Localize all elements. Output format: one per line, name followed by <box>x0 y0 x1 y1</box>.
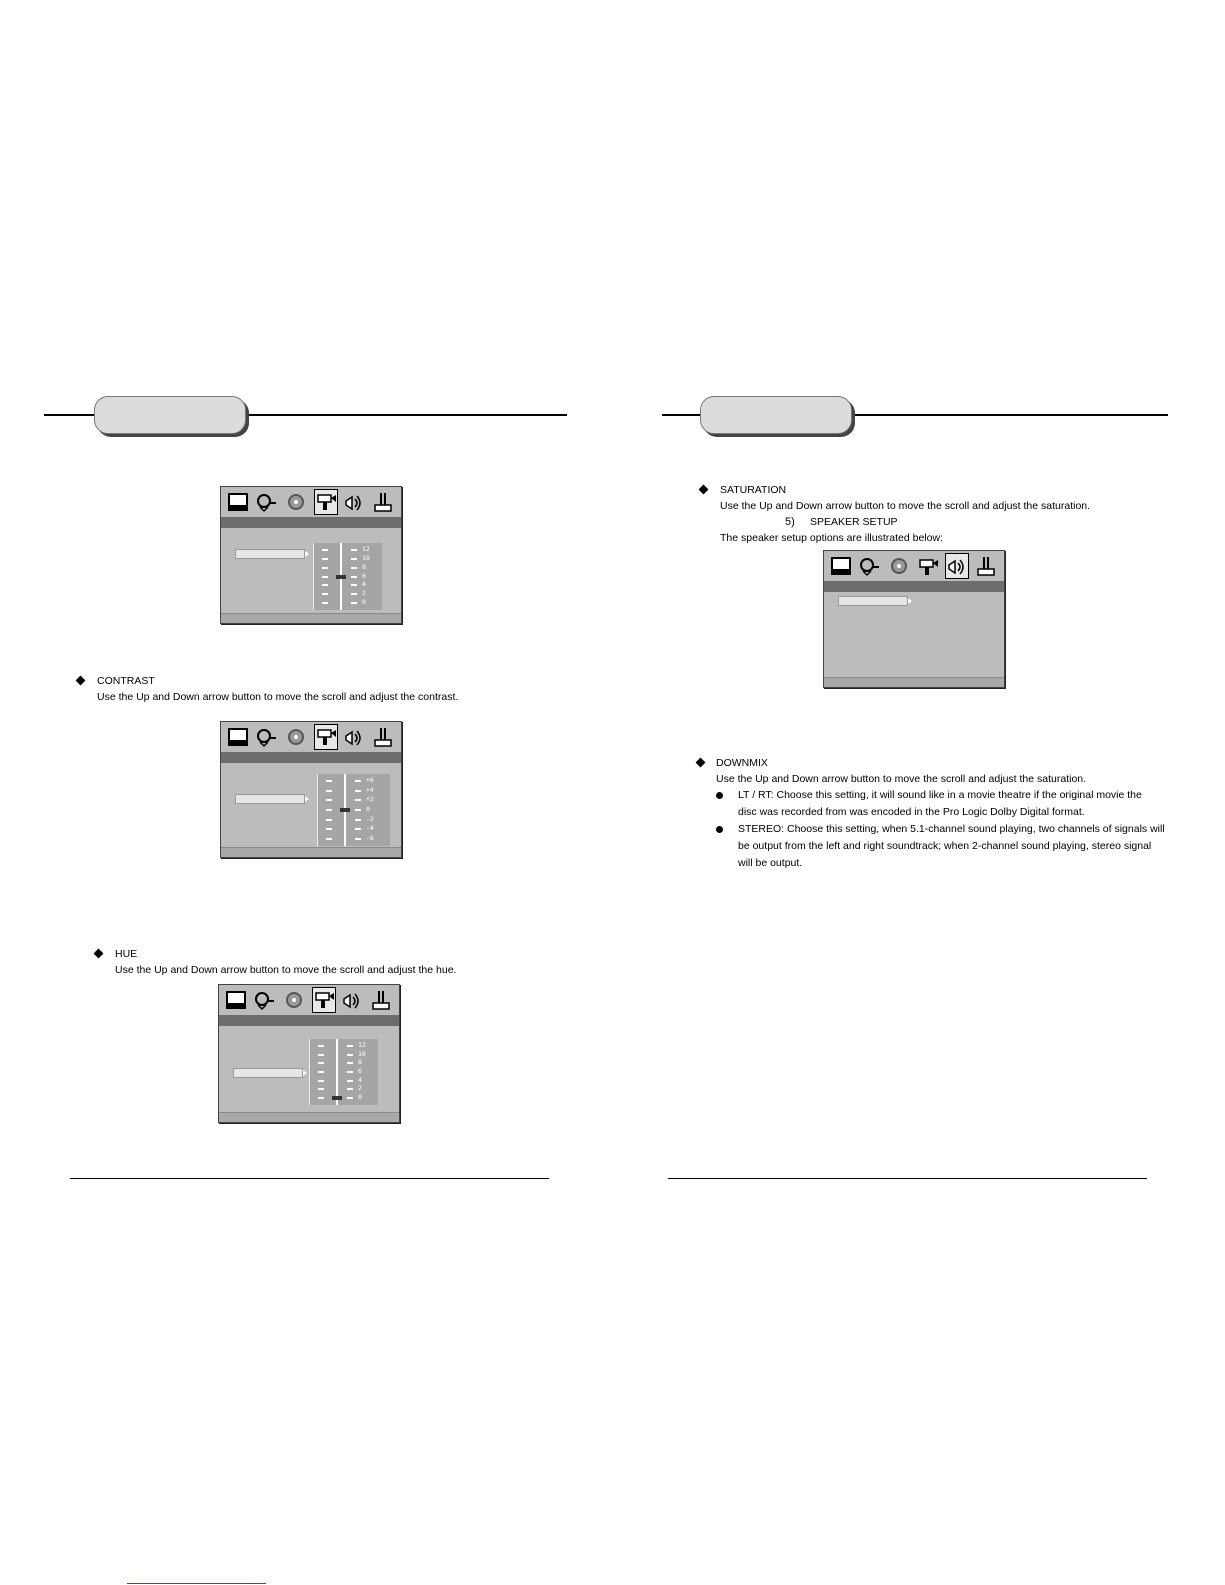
slider-tick-label: 4 <box>358 1075 362 1084</box>
slider-tick-label: +2 <box>366 795 374 804</box>
video-setup-icon[interactable] <box>312 987 336 1013</box>
slider-tick-label: 6 <box>362 571 366 580</box>
menu-icon-bar <box>221 487 401 517</box>
digital-setup-icon[interactable] <box>372 491 394 513</box>
digital-setup-icon[interactable] <box>975 555 997 577</box>
hue-heading: HUE <box>115 948 138 960</box>
menu-status-bar <box>219 1112 399 1122</box>
slider-tick-left <box>318 1071 324 1073</box>
slider-panel <box>309 1039 378 1105</box>
slider-tick-right <box>347 1045 353 1047</box>
contrast-bullet-icon <box>76 676 86 686</box>
right-header-tab <box>700 396 852 434</box>
menu-title-band <box>221 517 401 528</box>
slider-tick-right <box>355 799 361 801</box>
slider-tick-label: -4 <box>366 824 374 833</box>
slider-tick-left <box>326 838 332 840</box>
slider-panel <box>317 774 390 846</box>
slider-tick-left <box>326 799 332 801</box>
slider-tick-right <box>347 1080 353 1082</box>
audio-disc-icon[interactable] <box>888 555 910 577</box>
video-setup-icon[interactable] <box>917 555 939 577</box>
menu-status-bar <box>221 847 401 857</box>
slider-tick-right <box>347 1071 353 1073</box>
right-footer-line <box>668 1178 1147 1179</box>
slider-tick-left <box>326 780 332 782</box>
tv-setup-icon[interactable] <box>830 555 852 577</box>
slider-tick-right <box>355 828 361 830</box>
menu-title-band <box>221 752 401 763</box>
slider-tick-left <box>326 790 332 792</box>
slider-tick-right <box>355 780 361 782</box>
language-setup-icon[interactable] <box>255 491 277 513</box>
ltrt-line-2: disc was recorded from was encoded in the Pro Logic Dolby Digital format. <box>738 806 1085 818</box>
downmix-body: Use the Up and Down arrow button to move the scroll and adjust the saturation. <box>716 773 1087 785</box>
slider-tick-label: 4 <box>362 580 366 589</box>
slider-knob[interactable] <box>332 1096 342 1100</box>
slider-tick-left <box>326 828 332 830</box>
slider-tick-label: 10 <box>358 1049 366 1058</box>
speaker-setup-number: 5) <box>785 516 795 528</box>
downmix-bullet-icon <box>696 758 706 768</box>
tv-setup-icon[interactable] <box>225 989 247 1011</box>
slider-tick-right <box>347 1088 353 1090</box>
tv-setup-icon[interactable] <box>227 491 249 513</box>
slider-tick-right <box>351 593 357 595</box>
slider-tick-left <box>326 819 332 821</box>
slider-tick-label: 2 <box>358 1084 362 1093</box>
slider-tick-left <box>322 576 328 578</box>
left-footer-line <box>70 1178 549 1179</box>
slider-tick-left <box>322 602 328 604</box>
menu-item-selected[interactable] <box>235 549 305 559</box>
video-setup-icon[interactable] <box>314 489 338 515</box>
saturation-body: Use the Up and Down arrow button to move the scroll and adjust the saturation. <box>720 500 1091 512</box>
slider-tick-left <box>322 593 328 595</box>
slider-tick-label: 8 <box>362 562 366 571</box>
slider-tick-label: 0 <box>366 805 370 813</box>
video-setup-menu-1 <box>220 486 402 624</box>
slider-tick-right <box>351 576 357 578</box>
slider-tick-label: -2 <box>366 814 374 823</box>
slider-tick-right <box>351 558 357 560</box>
slider-tick-left <box>318 1045 324 1047</box>
speaker-setup-body: The speaker setup options are illustrated below: <box>720 532 943 544</box>
slider-tick-left <box>318 1054 324 1056</box>
stereo-line-2: be output from the left and right soundtrack; when 2-channel sound playing, stereo signal <box>738 840 1152 852</box>
slider-tick-left <box>318 1080 324 1082</box>
saturation-bullet-icon <box>699 485 709 495</box>
slider-tick-right <box>347 1097 353 1099</box>
contrast-heading: CONTRAST <box>97 675 155 687</box>
audio-disc-icon[interactable] <box>285 726 307 748</box>
menu-title-band <box>824 581 1004 592</box>
slider-tick-label: 0 <box>358 1093 362 1101</box>
language-setup-icon[interactable] <box>255 726 277 748</box>
slider-knob[interactable] <box>340 808 350 812</box>
menu-item-arrow <box>908 598 912 604</box>
slider-tick-label: 2 <box>362 589 366 598</box>
slider-tick-left <box>322 549 328 551</box>
slider-tick-left <box>322 584 328 586</box>
ltrt-bullet-icon <box>716 792 723 799</box>
slider-tick-right <box>355 819 361 821</box>
slider-tick-left <box>318 1062 324 1064</box>
slider-tick-label: 6 <box>358 1067 362 1075</box>
digital-setup-icon[interactable] <box>370 989 392 1011</box>
language-setup-icon[interactable] <box>253 989 275 1011</box>
menu-icon-bar <box>824 551 1004 581</box>
left-header-tab <box>94 396 246 434</box>
speaker-setup-icon[interactable] <box>945 553 969 579</box>
slider-tick-label: 0 <box>362 598 366 606</box>
slider-tick-label: +4 <box>366 785 374 794</box>
bottom-link-underline <box>127 1583 266 1584</box>
digital-setup-icon[interactable] <box>372 726 394 748</box>
speaker-setup-menu <box>823 550 1005 688</box>
menu-item-arrow <box>305 551 309 557</box>
stereo-bullet-icon <box>716 826 723 833</box>
audio-disc-icon[interactable] <box>283 989 305 1011</box>
menu-item-selected[interactable] <box>838 596 908 606</box>
speaker-setup-icon[interactable] <box>341 989 363 1011</box>
slider-tick-right <box>351 567 357 569</box>
language-setup-icon[interactable] <box>858 555 880 577</box>
menu-status-bar <box>824 677 1004 687</box>
saturation-heading: SATURATION <box>720 484 787 496</box>
menu-item-arrow <box>305 796 309 802</box>
video-setup-menu-2 <box>220 721 402 858</box>
slider-tick-left <box>322 567 328 569</box>
slider-tick-label: 12 <box>362 545 370 553</box>
menu-item-selected[interactable] <box>233 1068 303 1078</box>
slider-tick-right <box>351 584 357 586</box>
slider-tick-left <box>326 809 332 811</box>
slider-tick-right <box>347 1054 353 1056</box>
slider-tick-label: +6 <box>366 776 374 784</box>
slider-tick-left <box>318 1088 324 1090</box>
slider-tick-left <box>322 558 328 560</box>
slider-tick-right <box>355 790 361 792</box>
slider-tick-left <box>318 1097 324 1099</box>
slider-tick-label: 10 <box>362 553 370 562</box>
speaker-setup-icon[interactable] <box>343 726 365 748</box>
menu-icon-bar <box>221 722 401 752</box>
ltrt-line-1: LT / RT: Choose this setting, it will sound like in a movie theatre if the original movie the <box>738 789 1142 801</box>
slider-tick-right <box>347 1062 353 1064</box>
audio-disc-icon[interactable] <box>285 491 307 513</box>
video-setup-icon[interactable] <box>314 724 338 750</box>
slider-tick-right <box>355 838 361 840</box>
stereo-line-1: STEREO: Choose this setting, when 5.1-channel sound playing, two channels of signals will <box>738 823 1165 835</box>
slider-tick-label: 12 <box>358 1041 366 1049</box>
menu-item-arrow <box>303 1070 307 1076</box>
slider-panel <box>313 543 382 610</box>
menu-title-band <box>219 1015 399 1026</box>
menu-icon-bar <box>219 985 399 1015</box>
slider-tick-label: 8 <box>358 1058 362 1067</box>
hue-body: Use the Up and Down arrow button to move the scroll and adjust the hue. <box>115 964 457 976</box>
downmix-heading: DOWNMIX <box>716 757 768 769</box>
video-setup-menu-3 <box>218 984 400 1123</box>
menu-item-selected[interactable] <box>235 794 305 804</box>
hue-bullet-icon <box>94 949 104 959</box>
contrast-body: Use the Up and Down arrow button to move the scroll and adjust the contrast. <box>97 691 459 703</box>
speaker-setup-icon[interactable] <box>343 491 365 513</box>
slider-tick-right <box>351 549 357 551</box>
slider-tick-label: -6 <box>366 834 374 842</box>
stereo-line-3: will be output. <box>738 857 803 869</box>
slider-tick-right <box>351 602 357 604</box>
speaker-setup-heading: SPEAKER SETUP <box>810 516 898 528</box>
tv-setup-icon[interactable] <box>227 726 249 748</box>
menu-status-bar <box>221 613 401 623</box>
slider-knob[interactable] <box>336 575 346 579</box>
slider-tick-right <box>355 809 361 811</box>
